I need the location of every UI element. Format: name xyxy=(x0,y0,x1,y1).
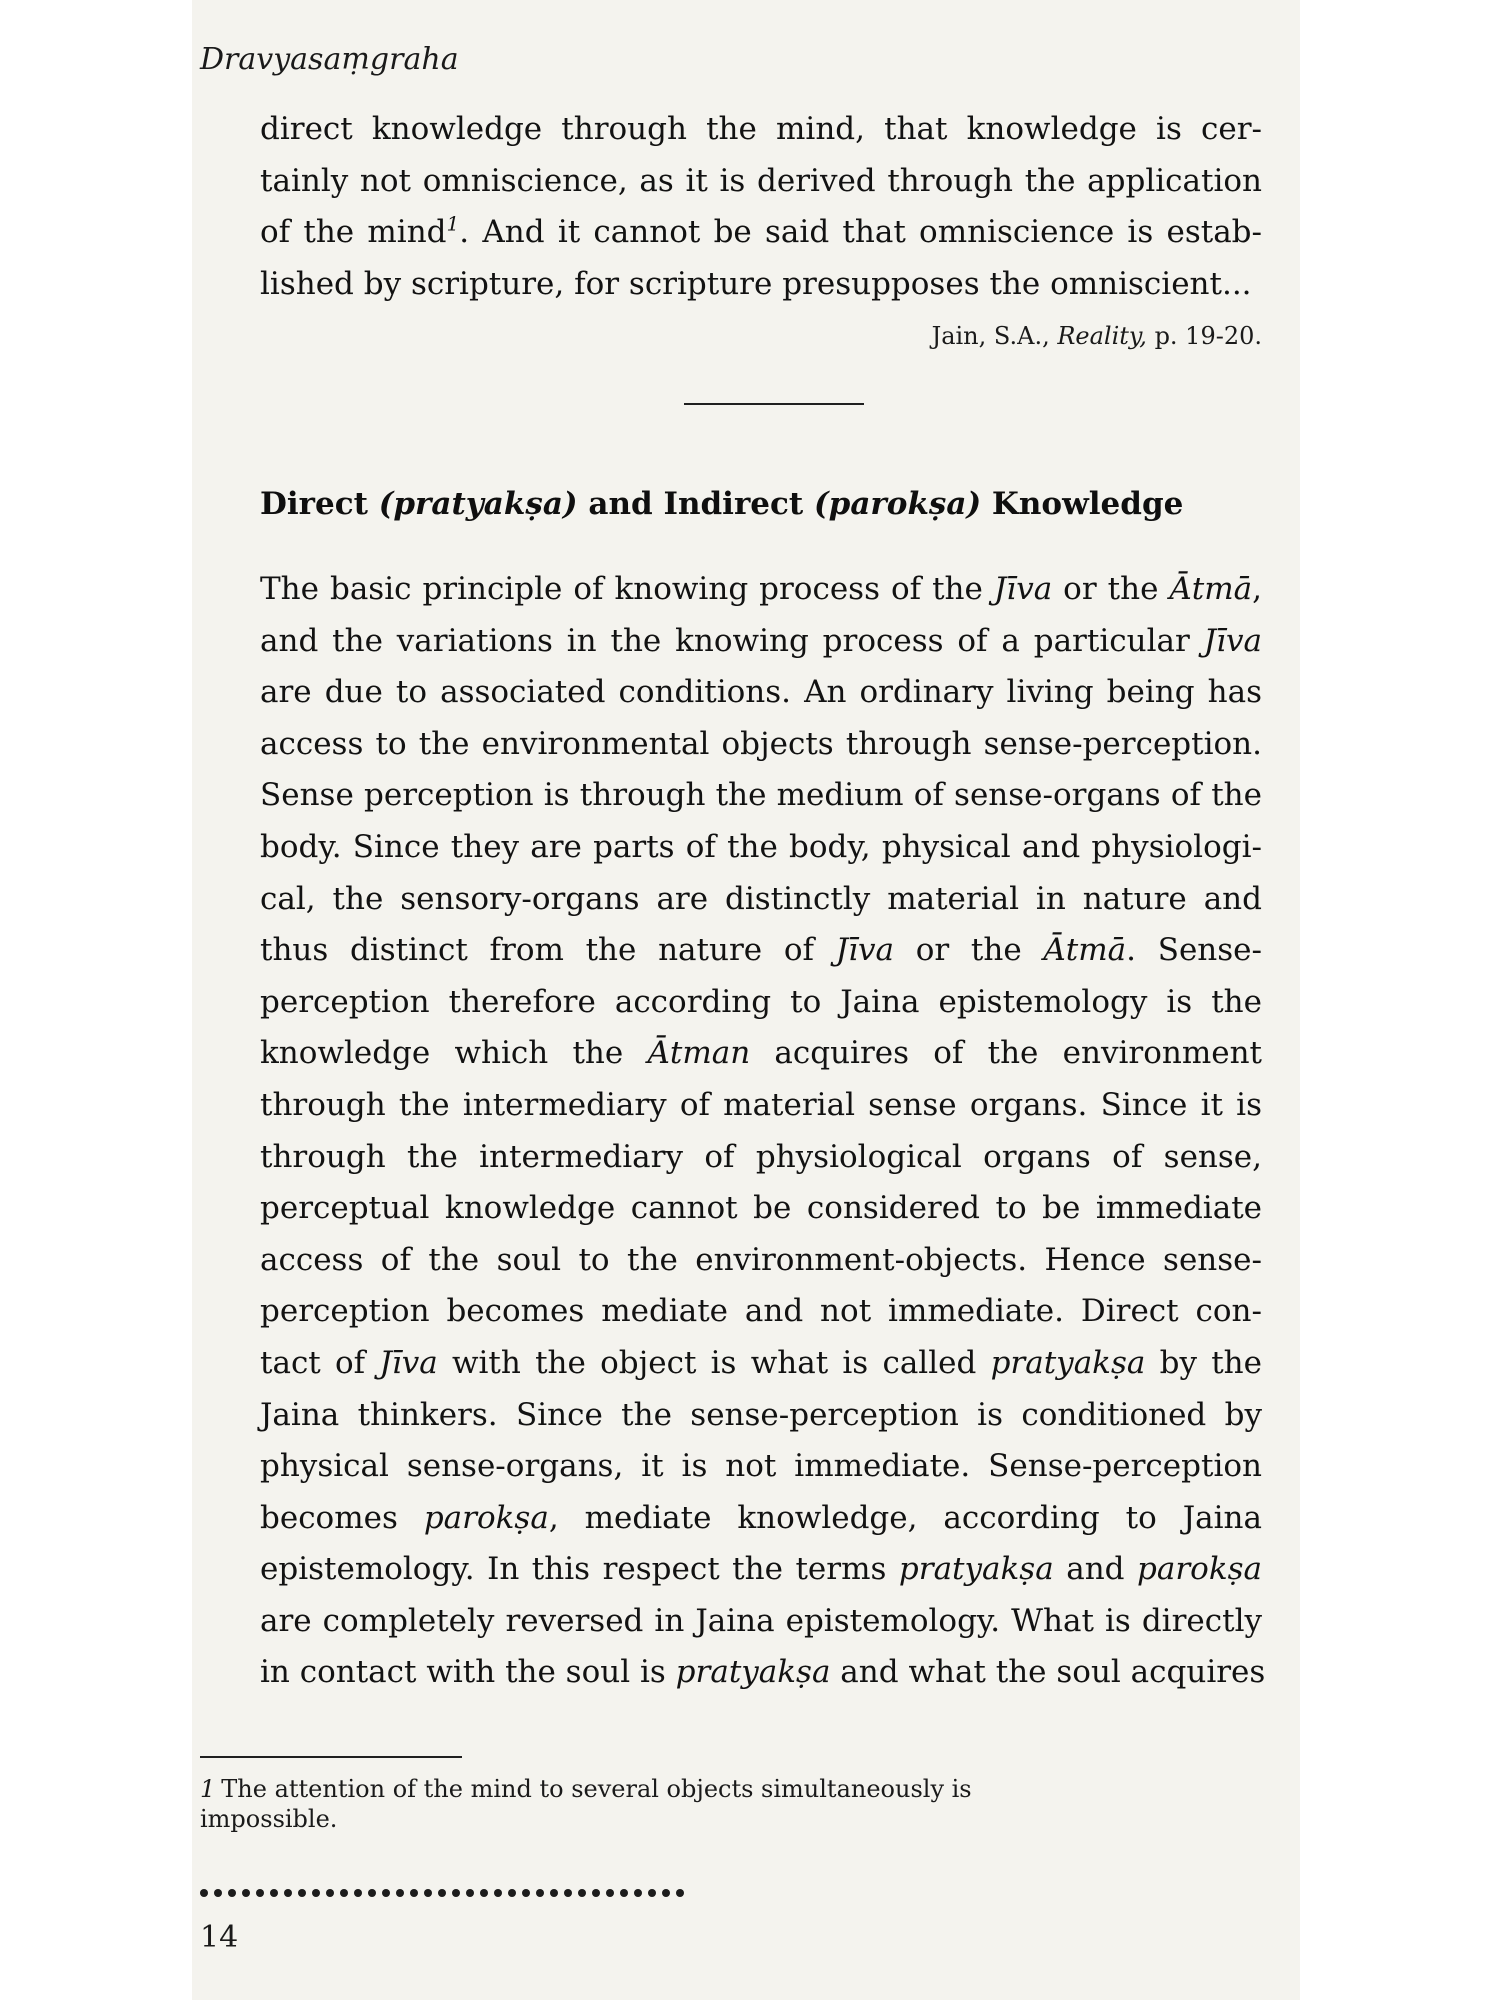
text-run: thus distinct from the nature of xyxy=(260,932,836,969)
heading-term-paroksa: (parokṣa) xyxy=(814,486,982,522)
citation-title: Reality, xyxy=(1057,322,1147,350)
heading-text: and Indirect xyxy=(577,486,814,522)
term-jiva: Jīva xyxy=(1203,622,1262,659)
citation xyxy=(932,322,1262,350)
paragraph-line: access of the soul to the environment-objects. Hence sense- xyxy=(260,1241,1262,1278)
paragraph-line: are completely reversed in Jaina epistemology. What is directly xyxy=(260,1602,1262,1639)
heading-term-pratyaksa: (pratyakṣa) xyxy=(378,486,578,522)
paragraph-line: body. Since they are parts of the body, physical and physiologi- xyxy=(260,828,1262,865)
term-jiva: Jīva xyxy=(379,1344,438,1381)
paragraph-line xyxy=(260,1493,1262,1545)
paragraph-line: perception therefore according to Jaina epistemology is the xyxy=(260,983,1262,1020)
paragraph-line xyxy=(260,1338,1262,1390)
section-heading xyxy=(260,486,1262,522)
book-page xyxy=(192,0,1300,2000)
paragraph-line xyxy=(260,1544,1262,1596)
term-atman: Ātman xyxy=(647,1035,751,1072)
text-run: . Sense- xyxy=(1126,932,1262,969)
footnote-mark: 1 xyxy=(200,1775,216,1803)
paragraph-line: physical sense-organs, it is not immediate. Sense-perception xyxy=(260,1448,1262,1485)
quote-line: direct knowledge through the mind, that knowledge is cer- xyxy=(260,111,1262,147)
paragraph-line: are due to associated conditions. An ordinary living being has xyxy=(260,674,1262,711)
paragraph-line xyxy=(260,925,1262,977)
term-atma: Ātmā xyxy=(1169,571,1253,607)
running-head: Dravyasaṃgraha xyxy=(200,42,459,77)
text-run: knowledge which the xyxy=(260,1035,648,1072)
text-run: The basic principle of knowing process of the xyxy=(260,571,994,607)
quote-block xyxy=(260,104,1262,310)
footnote-text: impossible. xyxy=(200,1805,338,1833)
term-paroksa: parokṣa xyxy=(423,1499,549,1536)
heading-text: Knowledge xyxy=(981,486,1184,522)
paragraph-line: through the intermediary of material sense organs. Since it is xyxy=(260,1086,1262,1123)
text-run: becomes xyxy=(260,1499,424,1536)
text-run: and what the soul acquires xyxy=(830,1654,1266,1691)
term-jiva: Jīva xyxy=(993,571,1053,607)
text-run: epistemology. In this respect the terms xyxy=(260,1551,899,1588)
paragraph-line: perception becomes mediate and not immediate. Direct con- xyxy=(260,1293,1262,1330)
term-pratyaksa: pratyakṣa xyxy=(898,1551,1054,1588)
paragraph-line: Sense perception is through the medium of sense-organs of the xyxy=(260,777,1262,814)
footnote xyxy=(200,1774,1160,1834)
quote-line-text: . And it cannot be said that omniscience is estab- xyxy=(459,214,1263,251)
body-paragraph xyxy=(260,564,1266,1699)
text-run: by the xyxy=(1145,1344,1262,1381)
heading-text: Direct xyxy=(260,486,379,522)
text-run: acquires of the environment xyxy=(750,1035,1262,1072)
quote-line xyxy=(260,207,1262,259)
text-run: , xyxy=(1252,571,1262,607)
text-run: or the xyxy=(894,932,1044,969)
paragraph-line: cal, the sensory-organs are distinctly material in nature and xyxy=(260,880,1262,917)
text-run: and the variations in the knowing process of a particular xyxy=(260,622,1204,659)
text-run: tact of xyxy=(260,1344,380,1381)
text-run: or the xyxy=(1052,571,1170,607)
citation-pages: p. 19-20. xyxy=(1154,322,1262,350)
quote-line: lished by scripture, for scripture presupposes the omniscient... xyxy=(260,265,1252,302)
quote-line: tainly not omniscience, as it is derived through the application xyxy=(260,162,1262,199)
citation-author: Jain, S.A., xyxy=(931,322,1050,350)
paragraph-line xyxy=(260,1647,1266,1699)
paragraph-line: access to the environmental objects through sense-perception. xyxy=(260,725,1262,762)
footnote-divider xyxy=(200,1756,462,1758)
text-run: with the object is what is called xyxy=(437,1344,991,1381)
term-pratyaksa: pratyakṣa xyxy=(990,1344,1146,1381)
text-run: in contact with the soul is xyxy=(260,1654,676,1691)
footnote-text: The attention of the mind to several objects simultaneously is xyxy=(221,1775,972,1803)
paragraph-line: perceptual knowledge cannot be considered to be immediate xyxy=(260,1190,1262,1227)
term-pratyaksa: pratyakṣa xyxy=(675,1654,831,1691)
term-paroksa: parokṣa xyxy=(1137,1551,1263,1588)
text-run: and xyxy=(1053,1551,1138,1588)
paragraph-line xyxy=(260,564,1262,616)
paragraph-line xyxy=(260,1028,1262,1080)
footnote-reference: 1 xyxy=(446,211,460,236)
text-run: , mediate knowledge, according to Jaina xyxy=(548,1499,1262,1536)
section-divider xyxy=(684,403,864,405)
paragraph-line: Jaina thinkers. Since the sense-perception is conditioned by xyxy=(260,1396,1262,1433)
term-jiva: Jīva xyxy=(835,932,895,969)
paragraph-line: through the intermediary of physiological organs of sense, xyxy=(260,1138,1262,1175)
page-number: 14 xyxy=(200,1920,239,1955)
quote-line-text: of the mind xyxy=(260,214,447,251)
term-atma: Ātmā xyxy=(1043,932,1127,969)
decorative-dot-rule xyxy=(200,1886,700,1900)
paragraph-line xyxy=(260,616,1262,668)
